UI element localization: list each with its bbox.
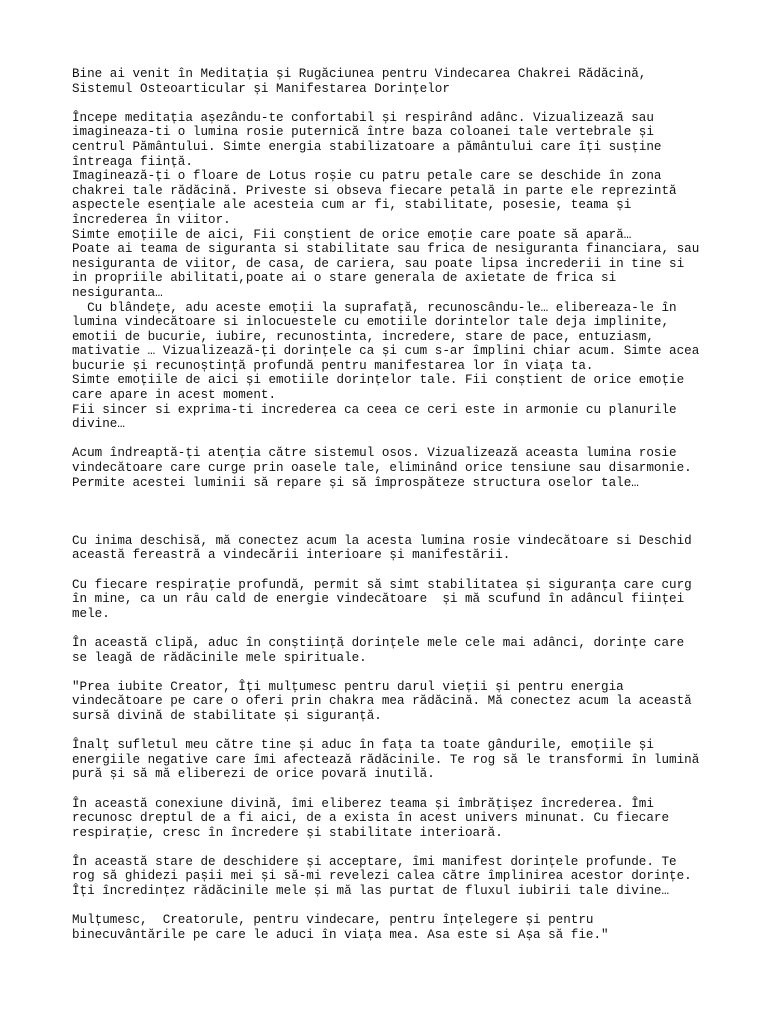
paragraph-desires: În această clipă, aduc în conștiință dorințele mele cele mai adânci, dorințe care se leagă de rădăcinile mele spirituale. xyxy=(72,635,685,665)
paragraph-prayer-trust: În această conexiune divină, îmi eliberez teama și îmbrățișez încrederea. Îmi recunosc dreptul de a fi aici, de a exista în acest univers minunat. Cu fiecare respirație, cresc în încredere și stabilitate interioară. xyxy=(72,796,670,840)
spacer xyxy=(72,505,762,534)
paragraph-open-heart: Cu inima deschisă, mă conectez acum la acesta lumina rosie vindecătoare si Deschid această fereastră a vindecării interioare și manifestării. xyxy=(72,533,692,563)
paragraph-prayer-manifest: În această stare de deschidere și acceptare, îmi manifest dorințele profunde. Te rog să ghidezi pașii mei și să-mi revelezi calea către împlinirea acestor dorințe. Îți încredințez rădăcinile mele și mă las purtat de fluxul iubirii tale divine… xyxy=(72,854,692,899)
paragraph-intro-meditation: Începe meditația așezându-te confortabil și respirând adânc. Vizualizează sau imagineaza-ti o lumina rosie puternică între baza coloanei tale vertebrale și centrul Pământului. Simte energia stabilizatoare a pământului care îți susține întreaga ființă. Imaginează-ți o floare de Lotus roșie cu patru petale care se deschide în zona chakrei tale rădăcină. Priveste si obseva fiecare petală in parte ele reprezintă aspectele esențiale ale acesteia cum ar fi, stabilitate, posesie, teama și încrederea în viitor. Simte emoțiile de aici, Fii conștient de orice emoție care poate să apară… Poate ai teama de siguranta si stabilitate sau frica de nesiguranta financiara, sau nesiguranta de viitor, de casa, de cariera, sau poate lipsa increderii in tine si in propriile abilitati,poate ai o stare generala de axietate de frica si nesiguranta… Cu blândețe, adu aceste emoții la suprafață, recunoscându-le… elibereaza-le în lumina vindecătoare si inlocuestele cu emotiile dorintelor tale deja implinite, emotii de bucurie, iubire, recunostinta, incredere, stare de pace, entuziasm, mativatie … Vizualizează-ți dorințele ca și cum s-ar împlini chiar acum. Simte acea bucurie și recunoștință profundă pentru manifestarea lor în viața ta. Simte emoțiile de aici și emotiile dorințelor tale. Fii conștient de orice emoție care apare in acest moment. Fii sincer si exprima-ti increderea ca ceea ce ceri este in armonie cu planurile divine… xyxy=(72,110,700,432)
paragraph-breath: Cu fiecare respirație profundă, permit să simt stabilitatea și siguranța care curg în mine, ca un râu cald de energie vindecătoare și mă scufund în adâncul ființei mele. xyxy=(72,577,692,621)
document-body xyxy=(72,67,762,942)
paragraph-prayer-start: "Prea iubite Creator, Îți mulțumesc pentru darul vieții și pentru energia vindecătoare pe care o oferi prin chakra mea rădăcină. Mă conectez acum la această sursă divină de stabilitate și siguranță. xyxy=(72,679,692,723)
paragraph-prayer-thanks: Mulțumesc, Creatorule, pentru vindecare, pentru înțelegere și pentru binecuvântările pe care le aduci în viața mea. Asa este si Așa să fie." xyxy=(72,913,609,942)
paragraph-bone-system: Acum îndreaptă-ți atenția către sistemul osos. Vizualizează aceasta lumina rosie vindecătoare care curge prin oasele tale, eliminând orice tensiune sau disarmonie. Permite acestei luminii să repare și să împrospăteze structura oselor tale… xyxy=(72,446,692,490)
document-title: Bine ai venit în Meditația și Rugăciunea pentru Vindecarea Chakrei Rădăcină, Sistemul Osteoarticular și Manifestarea Dorințelor xyxy=(72,67,647,96)
paragraph-prayer-release: Înalț sufletul meu către tine și aduc în fața ta toate gândurile, emoțiile și energiile negative care îmi afectează rădăcinile. Te rog să le transformi în lumină pură și să mă eliberezi de orice povară inutilă. xyxy=(72,738,700,782)
